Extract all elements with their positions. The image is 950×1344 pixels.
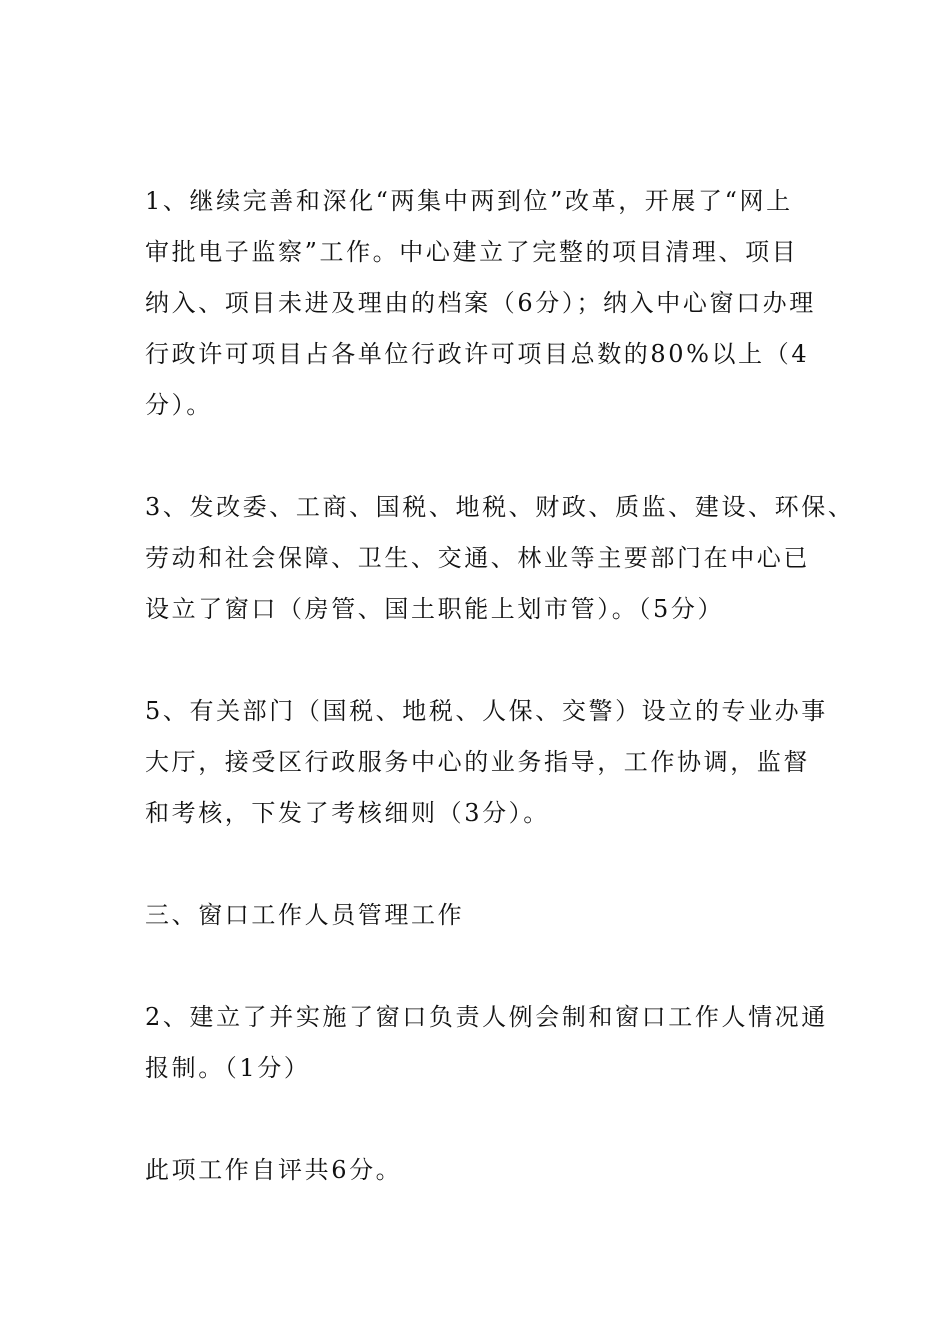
paragraph-line: 3、发改委、工商、国税、地税、财政、质监、建设、环保、 [145, 493, 855, 521]
paragraph-line: 5、有关部门（国税、地税、人保、交警）设立的专业办事 [145, 697, 828, 725]
section-heading-line: 三、窗口工作人员管理工作 [145, 901, 465, 929]
paragraph-line: 和考核，下发了考核细则（3分）。 [145, 799, 550, 827]
paragraph-spacer [145, 635, 825, 686]
paragraph-spacer [145, 839, 825, 890]
paragraph-line: 2、建立了并实施了窗口负责人例会制和窗口工作人情况通 [145, 1003, 828, 1031]
self-assessment-summary [145, 1145, 825, 1196]
paragraph-line: 分）。 [145, 391, 213, 419]
paragraph-line: 1、继续完善和深化“两集中两到位”改革，开展了“网上 [145, 187, 793, 215]
paragraph-line: 报制。（1分） [145, 1054, 311, 1082]
paragraph-line: 审批电子监察”工作。中心建立了完整的项目清理、项目 [145, 238, 799, 266]
paragraph-spacer [145, 1094, 825, 1145]
paragraph-spacer [145, 941, 825, 992]
paragraph-spacer [145, 431, 825, 482]
document-body [145, 176, 855, 1196]
paragraph-line: 设立了窗口（房管、国土职能上划市管）。（5分） [145, 595, 725, 623]
paragraph-item-2 [145, 992, 828, 1094]
paragraph-line: 行政许可项目占各单位行政许可项目总数的80%以上（4 [145, 340, 810, 368]
paragraph-item-5 [145, 686, 828, 839]
paragraph-line: 劳动和社会保障、卫生、交通、林业等主要部门在中心已 [145, 544, 810, 572]
summary-line: 此项工作自评共6分。 [145, 1156, 403, 1184]
section-heading-3 [145, 890, 825, 941]
paragraph-item-3 [145, 482, 855, 635]
paragraph-line: 大厅，接受区行政服务中心的业务指导，工作协调，监督 [145, 748, 810, 776]
paragraph-item-1 [145, 176, 825, 431]
paragraph-line: 纳入、项目未进及理由的档案（6分）；纳入中心窗口办理 [145, 289, 816, 317]
